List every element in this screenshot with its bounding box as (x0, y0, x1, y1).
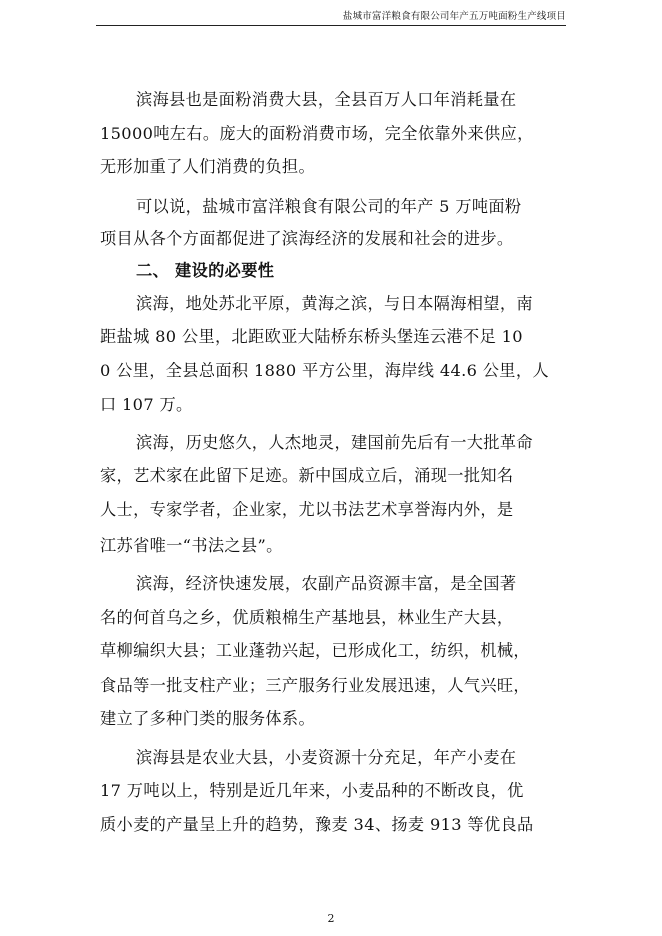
text-line: 0 公里，全县总面积 1880 平方公里，海岸线 44.6 公里，人 (100, 361, 549, 380)
header-divider (96, 25, 566, 26)
text-line: 滨海，地处苏北平原，黄海之滨，与日本隔海相望，南 (136, 294, 533, 313)
text-line: 名的何首乌之乡，优质粮棉生产基地县，林业生产大县， (100, 608, 514, 627)
text-line: 15000吨左右。庞大的面粉消费市场，完全依靠外来供应， (100, 124, 534, 143)
text-line: 质小麦的产量呈上升的趋势，豫麦 34、扬麦 913 等优良品 (100, 815, 534, 834)
text-line: 滨海，历史悠久，人杰地灵，建国前先后有一大批革命 (136, 433, 533, 452)
text-line: 无形加重了人们消费的负担。 (100, 157, 315, 176)
text-line: 人士，专家学者，企业家，尤以书法艺术享誉海内外，是 (100, 500, 514, 519)
text-line: 项目从各个方面都促进了滨海经济的发展和社会的进步。 (100, 229, 514, 248)
text-line: 距盐城 80 公里，北距欧亚大陆桥东桥头堡连云港不足 10 (100, 327, 523, 346)
text-line: 建立了多种门类的服务体系。 (100, 709, 315, 728)
text-line: 滨海，经济快速发展，农副产品资源丰富，是全国著 (136, 574, 517, 593)
running-header: 盐城市富洋粮食有限公司年产五万吨面粉生产线项目 (342, 11, 566, 22)
text-line: 滨海县也是面粉消费大县，全县百万人口年消耗量在 (136, 90, 517, 109)
text-line: 滨海县是农业大县，小麦资源十分充足，年产小麦在 (136, 748, 517, 767)
text-line: 可以说，盐城市富洋粮食有限公司的年产 5 万吨面粉 (136, 197, 522, 216)
text-line: 食品等一批支柱产业；三产服务行业发展迅速，人气兴旺， (100, 676, 530, 695)
text-line: 草柳编织大县；工业蓬勃兴起，已形成化工，纺织，机械， (100, 641, 530, 660)
text-line: 江苏省唯一“书法之县”。 (100, 536, 283, 555)
text-line: 口 107 万。 (100, 395, 193, 414)
text-line: 家，艺术家在此留下足迹。新中国成立后，涌现一批知名 (100, 466, 514, 485)
page-number: 2 (327, 912, 335, 925)
text-line: 17 万吨以上，特别是近几年来，小麦品种的不断改良，优 (100, 781, 524, 800)
section-heading: 二、 建设的必要性 (136, 261, 275, 280)
